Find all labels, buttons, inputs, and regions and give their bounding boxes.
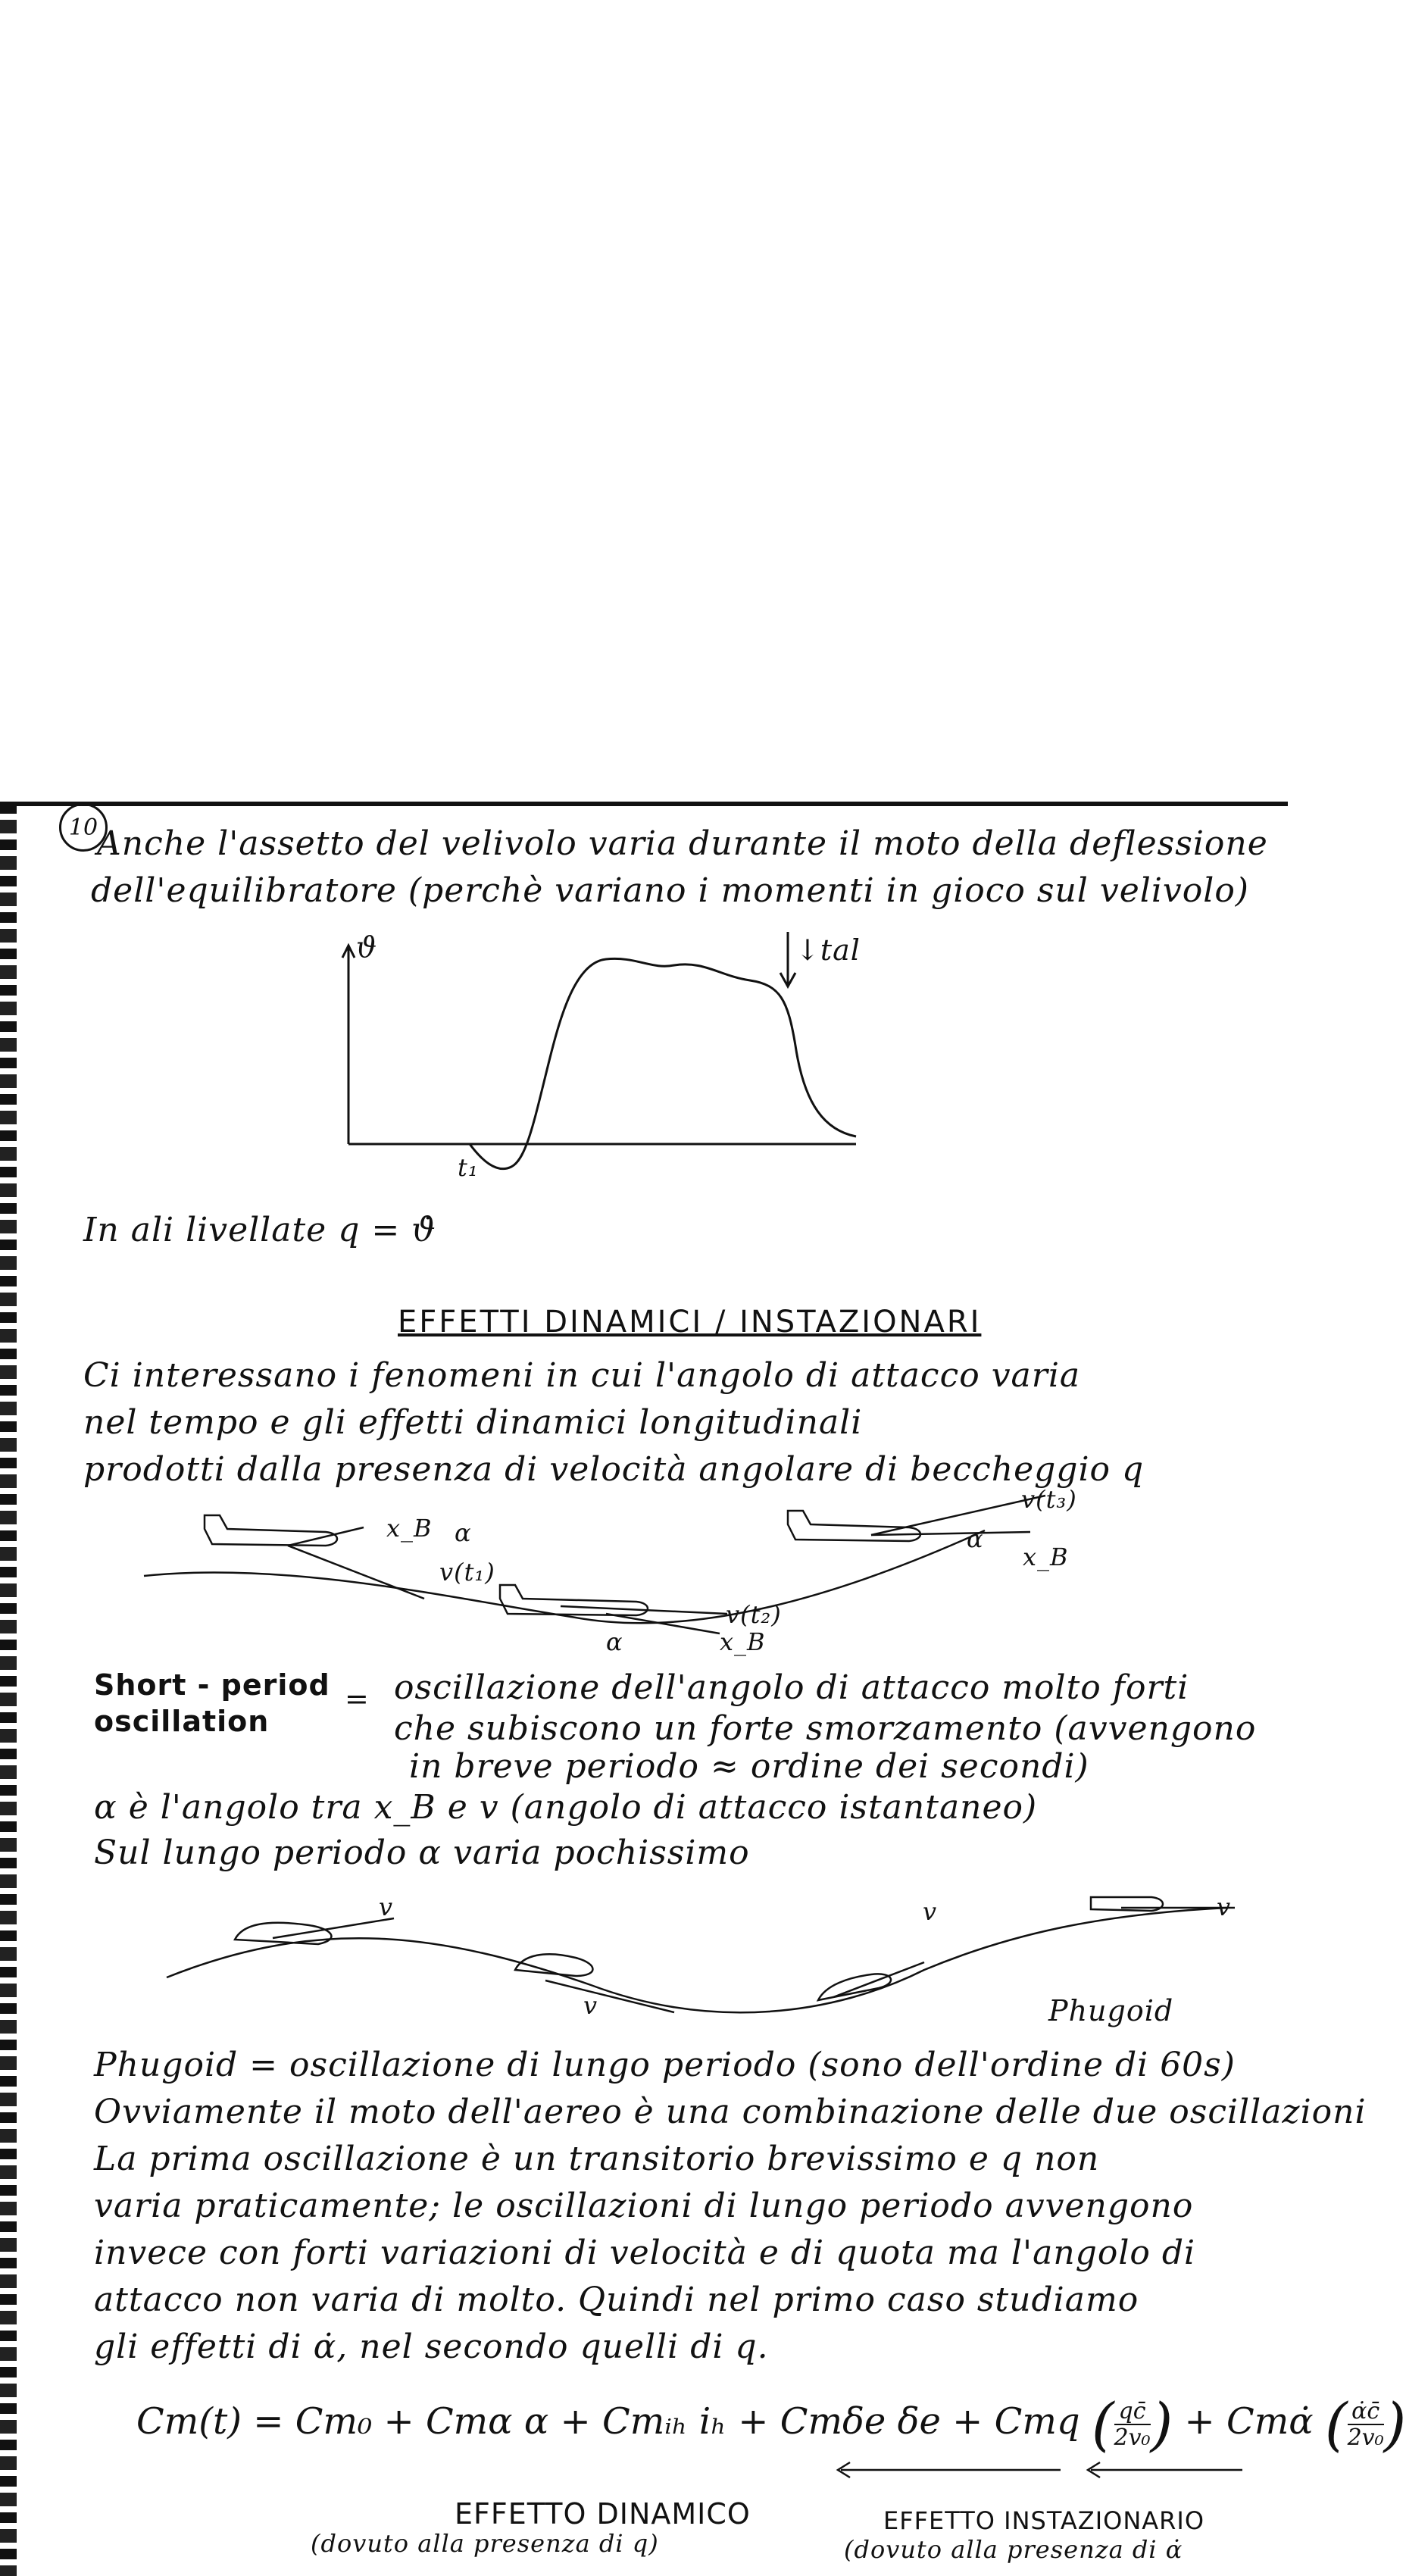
formula-lhs: Cm(t) = Cm₀ + Cmα α + Cmᵢₕ iₕ + Cmδe δe + Cmq — [136, 2400, 1080, 2443]
phugoid-line-3: La prima oscillazione è un transitorio brevissimo e q non — [94, 2140, 1100, 2178]
short-period-term-1: Short - period — [94, 1668, 330, 1702]
formula-frac2-num: α̇c̄ — [1348, 2399, 1384, 2425]
diagram1-v-t3: v(t₃) — [1021, 1485, 1077, 1514]
short-period-eq: = — [345, 1682, 370, 1715]
effect-unsteady-title: EFFETTO INSTAZIONARIO — [883, 2506, 1205, 2535]
plot1-annotation: ↓tal — [795, 933, 861, 967]
para1-line-3: prodotti dalla presenza di velocità angolare di beccheggio q — [83, 1450, 1145, 1489]
plot1-ylabel: ϑ — [356, 930, 378, 964]
phugoid-aircraft-4 — [1091, 1897, 1163, 1911]
level-flight-note: In ali livellate q = ϑ̇ — [83, 1211, 436, 1249]
formula-frac1-num: qc̄ — [1114, 2399, 1151, 2425]
aircraft-2 — [500, 1585, 648, 1615]
short-period-desc-2: che subiscono un forte smorzamento (avvengono — [394, 1709, 1257, 1748]
phugoid-v-4: v — [1217, 1893, 1232, 1921]
attitude-plot — [326, 932, 871, 1190]
alpha-note-1: α è l'angolo tra x_B e v (angolo di attacco istantaneo) — [94, 1788, 1038, 1827]
effect-dynamic-sub: (dovuto alla presenza di q) — [311, 2529, 659, 2558]
short-period-desc-1: oscillazione dell'angolo di attacco molto forti — [394, 1668, 1189, 1707]
alpha-note-2: Sul lungo periodo α varia pochissimo — [94, 1834, 750, 1872]
phugoid-v-1: v — [379, 1893, 394, 1921]
phugoid-caption: Phugoid — [1048, 1994, 1174, 2027]
formula-paren-open-2: ( — [1324, 2390, 1348, 2458]
formula-paren-open-1: ( — [1091, 2390, 1114, 2458]
diagram1-xb-1: x_B — [386, 1514, 433, 1543]
aircraft-3 — [788, 1511, 920, 1541]
intro-line-1: Anche l'assetto del velivolo varia durante il moto della deflessione — [97, 824, 1268, 863]
diagram1-v-t2: v(t₂) — [726, 1600, 782, 1629]
section-title: EFFETTI DINAMICI / INSTAZIONARI — [398, 1305, 982, 1340]
phugoid-line-4: varia praticamente; le oscillazioni di lungo periodo avvengono — [94, 2187, 1194, 2225]
pitching-moment-formula — [136, 2390, 1406, 2458]
plot1-tick-label: t₁ — [458, 1153, 479, 1182]
phugoid-line-5: invece con forti variazioni di velocità e di quota ma l'angolo di — [94, 2234, 1196, 2272]
formula-paren-close-2: ) — [1383, 2390, 1406, 2458]
formula-paren-close-1: ) — [1150, 2390, 1173, 2458]
page-number: 10 — [59, 803, 108, 852]
phugoid-line-6: attacco non varia di molto. Quindi nel primo caso studiamo — [94, 2281, 1139, 2319]
phugoid-v-3: v — [923, 1897, 938, 1926]
para1-line-2: nel tempo e gli effetti dinamici longitudinali — [83, 1403, 863, 1442]
page-top-edge — [0, 802, 1288, 806]
diagram1-alpha-1: α — [455, 1518, 472, 1547]
diagram1-v-t1: v(t₁) — [439, 1558, 495, 1587]
effect-unsteady-sub: (dovuto alla presenza di α̇ — [844, 2535, 1183, 2564]
short-period-term-2: oscillation — [94, 1705, 270, 1738]
phugoid-line-1: Phugoid = oscillazione di lungo periodo (sono dell'ordine di 60s) — [94, 2046, 1236, 2084]
formula-plus: + Cmα̇ — [1184, 2400, 1314, 2443]
short-period-diagram — [136, 1485, 1151, 1667]
phugoid-line-7: gli effetti di α̇, nel secondo quelli di q. — [94, 2327, 769, 2366]
page-binding-edge — [0, 803, 17, 2576]
diagram1-xb-2: x_B — [720, 1627, 766, 1656]
short-period-desc-3: in breve periodo ≈ ordine dei secondi) — [409, 1747, 1089, 1786]
formula-frac-1 — [1114, 2399, 1151, 2450]
diagram1-xb-3: x_B — [1023, 1543, 1069, 1571]
effect-dynamic-title: EFFETTO DINAMICO — [455, 2497, 751, 2531]
formula-frac2-den: 2v₀ — [1347, 2424, 1384, 2451]
phugoid-line-2: Ovviamente il moto dell'aereo è una combinazione delle due oscillazioni — [94, 2093, 1367, 2131]
formula-frac1-den: 2v₀ — [1114, 2424, 1151, 2451]
formula-frac-2 — [1348, 2399, 1384, 2450]
diagram1-alpha-2: α — [606, 1627, 623, 1656]
phugoid-v-2: v — [583, 1991, 598, 2020]
effect-arrows — [833, 2455, 1258, 2500]
aircraft-1 — [205, 1515, 337, 1546]
para1-line-1: Ci interessano i fenomeni in cui l'angolo di attacco varia — [83, 1356, 1081, 1395]
diagram1-alpha-3: α — [967, 1524, 984, 1553]
intro-line-2: dell'equilibratore (perchè variano i momenti in gioco sul velivolo) — [91, 871, 1249, 910]
